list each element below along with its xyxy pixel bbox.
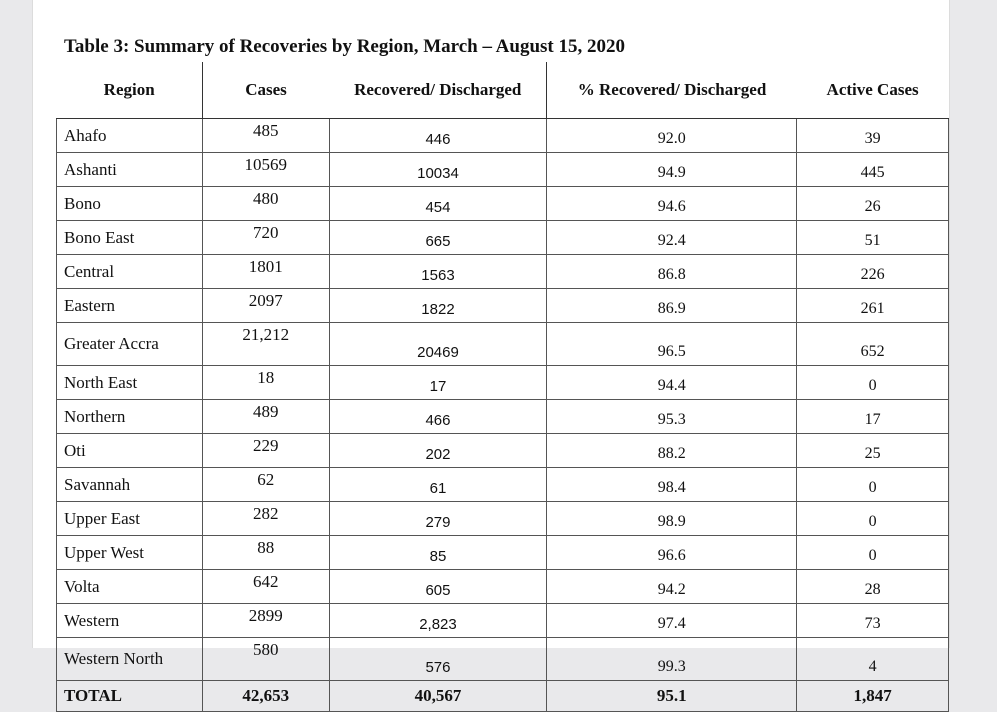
pct-cell: 96.6 <box>547 536 797 570</box>
region-cell: Upper West <box>57 536 203 570</box>
recovered-cell: 1822 <box>329 289 547 323</box>
active-cases-cell: 226 <box>797 255 949 289</box>
recovered-cell: 279 <box>329 502 547 536</box>
pct-cell: 92.4 <box>547 221 797 255</box>
header-row <box>57 62 949 119</box>
header-recovered: Recovered/ Discharged <box>329 62 547 119</box>
recoveries-table <box>56 62 949 712</box>
recovered-cell: 446 <box>329 119 547 153</box>
pct-cell: 94.6 <box>547 187 797 221</box>
pct-cell: 98.4 <box>547 468 797 502</box>
table-row <box>57 289 949 323</box>
active-cases-cell: 0 <box>797 502 949 536</box>
active-cases-cell: 4 <box>797 638 949 681</box>
pct-cell: 86.8 <box>547 255 797 289</box>
cases-cell: 88 <box>202 536 329 570</box>
header-pct-recovered: % Recovered/ Discharged <box>547 62 797 119</box>
cases-cell: 642 <box>202 570 329 604</box>
region-cell: Western North <box>57 638 203 681</box>
region-cell: North East <box>57 366 203 400</box>
header-region: Region <box>57 62 203 119</box>
recovered-cell: 85 <box>329 536 547 570</box>
table-row <box>57 570 949 604</box>
table-row <box>57 187 949 221</box>
recovered-cell: 466 <box>329 400 547 434</box>
pct-cell: 94.9 <box>547 153 797 187</box>
table-row <box>57 502 949 536</box>
table-row <box>57 536 949 570</box>
cases-cell: 229 <box>202 434 329 468</box>
total-active: 1,847 <box>797 681 949 712</box>
pct-cell: 98.9 <box>547 502 797 536</box>
cases-cell: 10569 <box>202 153 329 187</box>
region-cell: Northern <box>57 400 203 434</box>
cases-cell: 18 <box>202 366 329 400</box>
active-cases-cell: 73 <box>797 604 949 638</box>
recovered-cell: 2,823 <box>329 604 547 638</box>
active-cases-cell: 0 <box>797 536 949 570</box>
cases-cell: 489 <box>202 400 329 434</box>
table-row <box>57 255 949 289</box>
pct-cell: 94.4 <box>547 366 797 400</box>
table-row <box>57 638 949 681</box>
table-row <box>57 366 949 400</box>
total-pct: 95.1 <box>547 681 797 712</box>
active-cases-cell: 28 <box>797 570 949 604</box>
region-cell: Ahafo <box>57 119 203 153</box>
table-body <box>57 119 949 681</box>
cases-cell: 480 <box>202 187 329 221</box>
pct-cell: 97.4 <box>547 604 797 638</box>
table-row <box>57 604 949 638</box>
table-row <box>57 221 949 255</box>
recovered-cell: 61 <box>329 468 547 502</box>
cases-cell: 1801 <box>202 255 329 289</box>
active-cases-cell: 39 <box>797 119 949 153</box>
active-cases-cell: 17 <box>797 400 949 434</box>
pct-cell: 88.2 <box>547 434 797 468</box>
recovered-cell: 20469 <box>329 323 547 366</box>
recovered-cell: 454 <box>329 187 547 221</box>
cases-cell: 62 <box>202 468 329 502</box>
table-row <box>57 468 949 502</box>
table-row <box>57 400 949 434</box>
region-cell: Savannah <box>57 468 203 502</box>
recovered-cell: 605 <box>329 570 547 604</box>
recovered-cell: 17 <box>329 366 547 400</box>
table-row <box>57 434 949 468</box>
document-page <box>32 0 950 705</box>
table-title: Table 3: Summary of Recoveries by Region, March – August 15, 2020 <box>64 36 626 57</box>
cases-cell: 580 <box>202 638 329 681</box>
active-cases-cell: 445 <box>797 153 949 187</box>
cases-cell: 21,212 <box>202 323 329 366</box>
recovered-cell: 576 <box>329 638 547 681</box>
region-cell: Ashanti <box>57 153 203 187</box>
region-cell: Bono <box>57 187 203 221</box>
pct-cell: 99.3 <box>547 638 797 681</box>
total-row <box>57 681 949 712</box>
pct-cell: 86.9 <box>547 289 797 323</box>
region-cell: Central <box>57 255 203 289</box>
region-cell: Volta <box>57 570 203 604</box>
active-cases-cell: 652 <box>797 323 949 366</box>
header-active-cases: Active Cases <box>797 62 949 119</box>
total-cases: 42,653 <box>202 681 329 712</box>
active-cases-cell: 0 <box>797 366 949 400</box>
region-cell: Oti <box>57 434 203 468</box>
table-row <box>57 119 949 153</box>
header-cases: Cases <box>202 62 329 119</box>
recovered-cell: 10034 <box>329 153 547 187</box>
cases-cell: 282 <box>202 502 329 536</box>
region-cell: Western <box>57 604 203 638</box>
recovered-cell: 202 <box>329 434 547 468</box>
cases-cell: 485 <box>202 119 329 153</box>
pct-cell: 95.3 <box>547 400 797 434</box>
pct-cell: 96.5 <box>547 323 797 366</box>
recovered-cell: 1563 <box>329 255 547 289</box>
active-cases-cell: 261 <box>797 289 949 323</box>
cases-cell: 2097 <box>202 289 329 323</box>
table-row <box>57 323 949 366</box>
cases-cell: 720 <box>202 221 329 255</box>
active-cases-cell: 26 <box>797 187 949 221</box>
active-cases-cell: 51 <box>797 221 949 255</box>
region-cell: Eastern <box>57 289 203 323</box>
region-cell: Upper East <box>57 502 203 536</box>
total-recovered: 40,567 <box>329 681 547 712</box>
cases-cell: 2899 <box>202 604 329 638</box>
region-cell: Bono East <box>57 221 203 255</box>
active-cases-cell: 25 <box>797 434 949 468</box>
active-cases-cell: 0 <box>797 468 949 502</box>
table-row <box>57 153 949 187</box>
recovered-cell: 665 <box>329 221 547 255</box>
pct-cell: 92.0 <box>547 119 797 153</box>
total-label: TOTAL <box>57 681 203 712</box>
pct-cell: 94.2 <box>547 570 797 604</box>
region-cell: Greater Accra <box>57 323 203 366</box>
